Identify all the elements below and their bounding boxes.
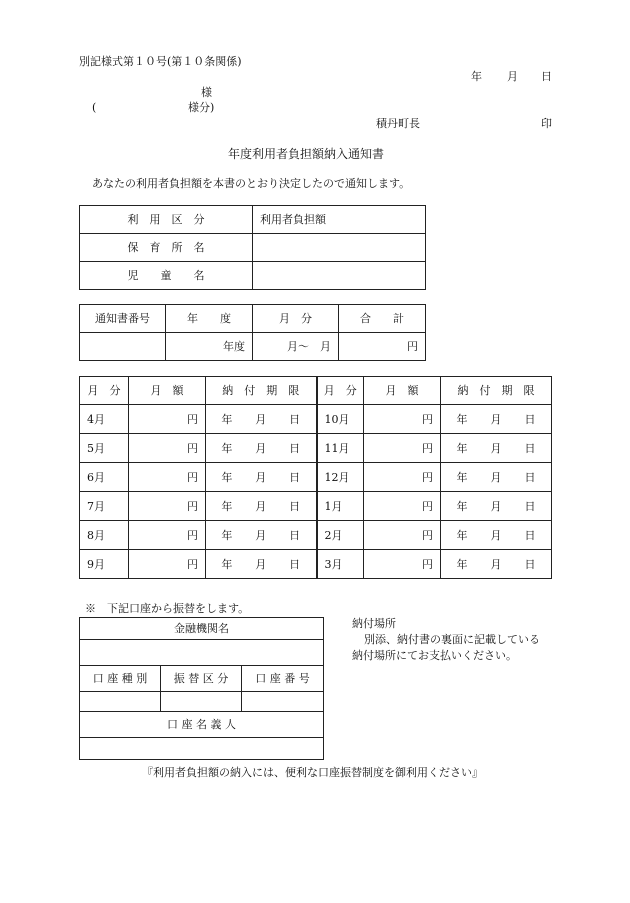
notice-period-header: 月 分 xyxy=(253,305,339,333)
footer-note: 『利用者負担額の納入には、便利な口座振替制度を御利用ください』 xyxy=(142,766,483,779)
amount-cell: 円 xyxy=(364,550,441,579)
holder-label: 口 座 名 義 人 xyxy=(80,712,324,738)
deadline-month: 月 xyxy=(255,557,267,571)
info-label: 児 童 名 xyxy=(80,262,253,290)
schedule-row xyxy=(80,550,552,579)
deadline-day: 日 xyxy=(524,499,536,513)
notice-header-row xyxy=(80,305,426,333)
deadline-cell xyxy=(441,405,552,434)
deadline-year: 年 xyxy=(456,557,468,571)
payment-place-title: 納付場所 xyxy=(352,617,396,630)
deadline-cell xyxy=(441,463,552,492)
month-header: 月 分 xyxy=(317,377,364,405)
deadline-day: 日 xyxy=(289,557,301,571)
month-cell: 11月 xyxy=(317,434,364,463)
notice-table xyxy=(79,304,426,361)
deadline-month: 月 xyxy=(255,470,267,484)
month-cell: 8月 xyxy=(80,521,129,550)
info-value xyxy=(253,262,426,290)
info-row xyxy=(80,206,426,234)
seal-mark: 印 xyxy=(541,117,552,130)
deadline-day: 日 xyxy=(289,441,301,455)
notice-year-header: 年 度 xyxy=(166,305,253,333)
month-cell: 5月 xyxy=(80,434,129,463)
deadline-day: 日 xyxy=(289,528,301,542)
month-cell: 4月 xyxy=(80,405,129,434)
bank-note: ※ 下記口座から振替をします。 xyxy=(85,602,250,615)
date-year: 年 xyxy=(471,70,482,83)
amount-cell: 円 xyxy=(129,492,206,521)
deadline-day: 日 xyxy=(524,412,536,426)
deadline-year: 年 xyxy=(456,528,468,542)
deadline-year: 年 xyxy=(221,441,233,455)
notice-number-value xyxy=(80,333,166,361)
paren-suffix: 様分) xyxy=(188,101,215,114)
institution-value xyxy=(80,640,324,666)
bank-row xyxy=(80,712,324,738)
deadline-month: 月 xyxy=(490,441,502,455)
bank-row xyxy=(80,738,324,760)
deadline-year: 年 xyxy=(221,528,233,542)
schedule-table xyxy=(79,376,552,579)
notice-number-header: 通知書番号 xyxy=(80,305,166,333)
deadline-month: 月 xyxy=(255,499,267,513)
amount-cell: 円 xyxy=(364,521,441,550)
amount-cell: 円 xyxy=(364,434,441,463)
deadline-year: 年 xyxy=(221,470,233,484)
month-cell: 12月 xyxy=(317,463,364,492)
form-label: 別記様式第１０号(第１０条関係) xyxy=(79,55,242,68)
paren-open: ( xyxy=(92,101,97,114)
month-cell: 2月 xyxy=(317,521,364,550)
notice-year-value: 年度 xyxy=(166,333,253,361)
month-cell: 1月 xyxy=(317,492,364,521)
month-cell: 6月 xyxy=(80,463,129,492)
deadline-cell xyxy=(206,405,317,434)
month-header: 月 分 xyxy=(80,377,129,405)
month-cell: 9月 xyxy=(80,550,129,579)
deadline-day: 日 xyxy=(524,557,536,571)
payment-place-line1: 別添、納付書の裏面に記載している xyxy=(364,633,540,646)
deadline-month: 月 xyxy=(490,499,502,513)
deadline-day: 日 xyxy=(524,470,536,484)
deadline-header: 納 付 期 限 xyxy=(206,377,317,405)
schedule-row xyxy=(80,434,552,463)
amount-cell: 円 xyxy=(129,463,206,492)
deadline-day: 日 xyxy=(524,528,536,542)
notice-total-header: 合 計 xyxy=(339,305,426,333)
deadline-cell xyxy=(206,521,317,550)
deadline-day: 日 xyxy=(289,412,301,426)
deadline-year: 年 xyxy=(221,412,233,426)
bank-row xyxy=(80,666,324,692)
bank-row xyxy=(80,640,324,666)
amount-cell: 円 xyxy=(364,492,441,521)
deadline-year: 年 xyxy=(456,441,468,455)
notice-period-value: 月〜 月 xyxy=(253,333,339,361)
payment-place-line2: 納付場所にてお支払いください。 xyxy=(352,649,517,662)
amount-header: 月 額 xyxy=(129,377,206,405)
deadline-month: 月 xyxy=(490,412,502,426)
deadline-cell xyxy=(206,434,317,463)
deadline-year: 年 xyxy=(456,499,468,513)
notice-value-row xyxy=(80,333,426,361)
deadline-day: 日 xyxy=(289,470,301,484)
intro-text: あなたの利用者負担額を本書のとおり決定したので通知します。 xyxy=(92,177,411,190)
document-title: 年度利用者負担額納入通知書 xyxy=(228,147,385,161)
amount-cell: 円 xyxy=(364,463,441,492)
amount-cell: 円 xyxy=(129,405,206,434)
info-label: 利 用 区 分 xyxy=(80,206,253,234)
info-table xyxy=(79,205,426,290)
notice-total-value: 円 xyxy=(339,333,426,361)
deadline-day: 日 xyxy=(289,499,301,513)
issuer-name: 積丹町長 xyxy=(376,117,420,130)
deadline-cell xyxy=(441,434,552,463)
date-month: 月 xyxy=(507,70,518,83)
transfer-type-value xyxy=(161,692,242,712)
amount-cell: 円 xyxy=(129,550,206,579)
amount-cell: 円 xyxy=(364,405,441,434)
info-label: 保 育 所 名 xyxy=(80,234,253,262)
deadline-cell xyxy=(206,492,317,521)
account-type-label: 口 座 種 別 xyxy=(80,666,161,692)
month-cell: 3月 xyxy=(317,550,364,579)
institution-label: 金融機関名 xyxy=(80,618,324,640)
amount-header: 月 額 xyxy=(364,377,441,405)
bank-table xyxy=(79,617,324,760)
deadline-month: 月 xyxy=(490,557,502,571)
addressee-suffix: 様 xyxy=(201,86,212,99)
deadline-year: 年 xyxy=(456,412,468,426)
date-day: 日 xyxy=(541,70,552,83)
schedule-header-row xyxy=(80,377,552,405)
deadline-month: 月 xyxy=(255,412,267,426)
schedule-row xyxy=(80,463,552,492)
deadline-year: 年 xyxy=(456,470,468,484)
account-number-label: 口 座 番 号 xyxy=(242,666,324,692)
schedule-row xyxy=(80,521,552,550)
deadline-cell xyxy=(206,550,317,579)
transfer-type-label: 振 替 区 分 xyxy=(161,666,242,692)
schedule-row xyxy=(80,405,552,434)
month-cell: 10月 xyxy=(317,405,364,434)
deadline-month: 月 xyxy=(490,470,502,484)
holder-value xyxy=(80,738,324,760)
month-cell: 7月 xyxy=(80,492,129,521)
deadline-day: 日 xyxy=(524,441,536,455)
deadline-header: 納 付 期 限 xyxy=(441,377,552,405)
deadline-cell xyxy=(441,550,552,579)
deadline-year: 年 xyxy=(221,499,233,513)
deadline-month: 月 xyxy=(255,528,267,542)
account-type-value xyxy=(80,692,161,712)
deadline-cell xyxy=(441,492,552,521)
amount-cell: 円 xyxy=(129,434,206,463)
deadline-month: 月 xyxy=(490,528,502,542)
amount-cell: 円 xyxy=(129,521,206,550)
bank-row xyxy=(80,618,324,640)
deadline-month: 月 xyxy=(255,441,267,455)
info-value: 利用者負担額 xyxy=(253,206,426,234)
deadline-cell xyxy=(206,463,317,492)
deadline-year: 年 xyxy=(221,557,233,571)
info-value xyxy=(253,234,426,262)
deadline-cell xyxy=(441,521,552,550)
bank-row xyxy=(80,692,324,712)
info-row xyxy=(80,234,426,262)
account-number-value xyxy=(242,692,324,712)
info-row xyxy=(80,262,426,290)
schedule-row xyxy=(80,492,552,521)
